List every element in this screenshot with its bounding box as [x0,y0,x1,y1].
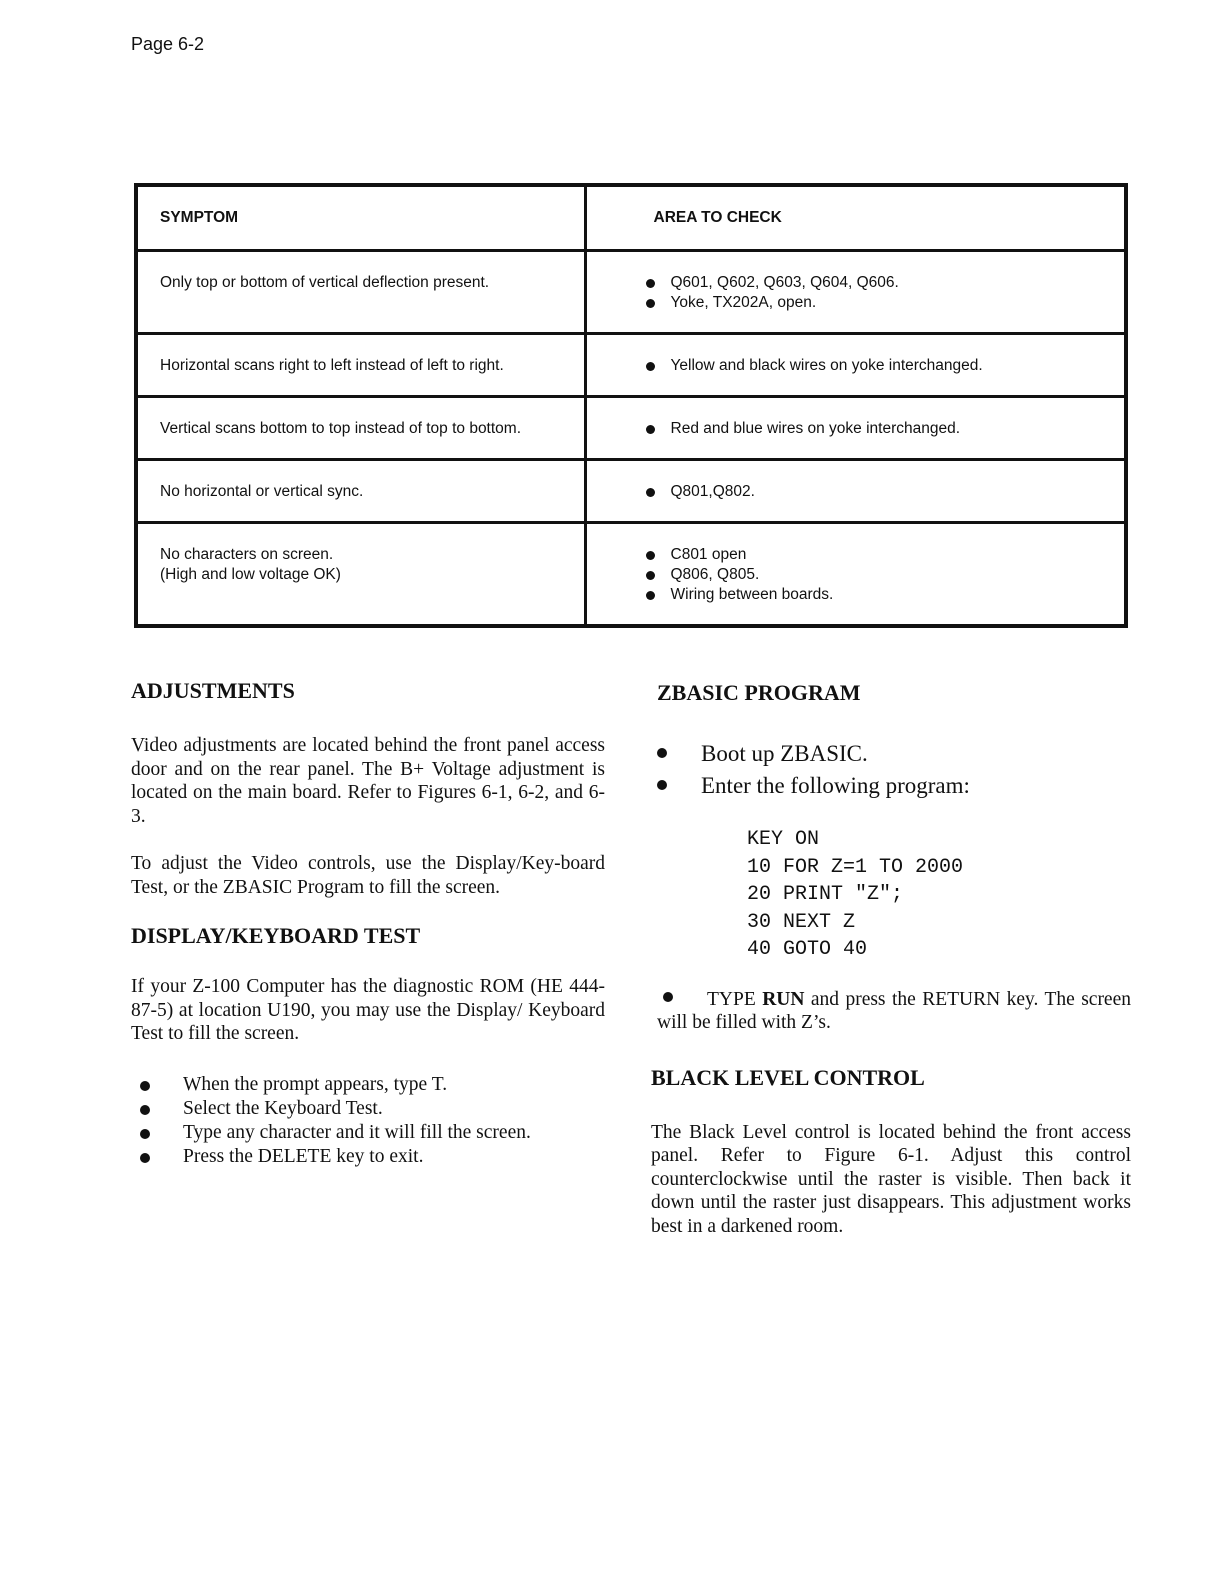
code-line: 10 FOR Z=1 TO 2000 [747,855,964,879]
area-item: Yellow and black wires on yoke interchanged. [671,356,1125,376]
table-row [136,523,1126,627]
area-item: Q806, Q805. [671,565,1125,585]
zbasic-code-block [747,826,1131,964]
adjustments-para-1: Video adjustments are located behind the front panel access door and on the rear panel. The B+ Voltage adjustment is located on the main board. Refer to Figures 6-1, 6-2, and 6-3. [131,735,605,827]
adjustments-para-2: To adjust the Video controls, use the Display/Key-board Test, or the ZBASIC Program to fill the screen. [131,853,605,898]
symptom-cell: Horizontal scans right to left instead of left to right. [160,357,504,374]
area-cell [587,398,1125,439]
code-line: KEY ON [747,828,820,851]
table-row [136,334,1126,397]
list-item: Press the DELETE key to exit. [131,1145,605,1169]
area-item: Wiring between boards. [671,585,1125,605]
area-item: Q601, Q602, Q603, Q604, Q606. [671,273,1125,293]
list-item: Type any character and it will fill the screen. [131,1121,605,1145]
right-column [651,680,1131,1238]
area-cell [587,252,1125,313]
table-row [136,460,1126,523]
code-line: 40 GOTO 40 [747,938,868,961]
area-item: Yoke, TX202A, open. [671,293,1125,313]
display-test-steps [131,1073,605,1169]
table-row [136,251,1126,334]
area-cell [587,335,1125,376]
left-column [131,678,605,1169]
symptom-line: No characters on screen. [160,546,334,563]
symptom-cell: Vertical scans bottom to top instead of top to bottom. [160,420,522,437]
area-cell [587,524,1125,605]
list-item: Select the Keyboard Test. [131,1097,605,1121]
code-line: 20 PRINT "Z"; [747,883,904,906]
display-test-para: If your Z-100 Computer has the diagnostic ROM (HE 444-87-5) at location U190, you may use the Display/ Keyboard Test to fill the screen. [131,976,605,1044]
run-keyword: RUN [762,988,805,1010]
page-number: Page 6-2 [131,34,205,54]
list-item: When the prompt appears, type T. [131,1073,605,1097]
adjustments-heading: ADJUSTMENTS [131,678,295,703]
code-line: 30 NEXT Z [747,910,856,934]
zbasic-heading: ZBASIC PROGRAM [657,680,861,705]
symptom-cell [138,524,584,585]
area-item: Q801,Q802. [671,482,1125,502]
area-item: Red and blue wires on yoke interchanged. [671,419,1125,439]
symptom-cell: Only top or bottom of vertical deflection present. [160,274,490,291]
list-item: Boot up ZBASIC. [651,738,1131,770]
list-item: Enter the following program: [651,770,1131,802]
black-level-heading: BLACK LEVEL CONTROL [651,1064,925,1090]
area-item: C801 open [671,545,1125,565]
display-test-heading: DISPLAY/KEYBOARD TEST [131,923,421,948]
troubleshooting-table [134,183,1128,628]
black-level-para: The Black Level control is located behind the front access panel. Refer to Figure 6-1. Adjust this control counterclockwise until the raster is visible. Then back it down until the raster just disappears. This adjustment works best in a darkened room. [651,1121,1131,1237]
symptom-cell: No horizontal or vertical sync. [160,483,364,500]
symptom-line: (High and low voltage OK) [160,566,341,583]
table-header-row [136,185,1126,251]
bullet-icon [663,992,673,1002]
table-row [136,397,1126,460]
area-header: AREA TO CHECK [585,185,1126,251]
zbasic-steps [651,738,1131,802]
symptom-header: SYMPTOM [136,185,585,251]
zbasic-run-instruction: TYPE RUN and press the RETURN key. The screen will be filled with Z’s. [657,988,1131,1033]
area-cell [587,461,1125,502]
